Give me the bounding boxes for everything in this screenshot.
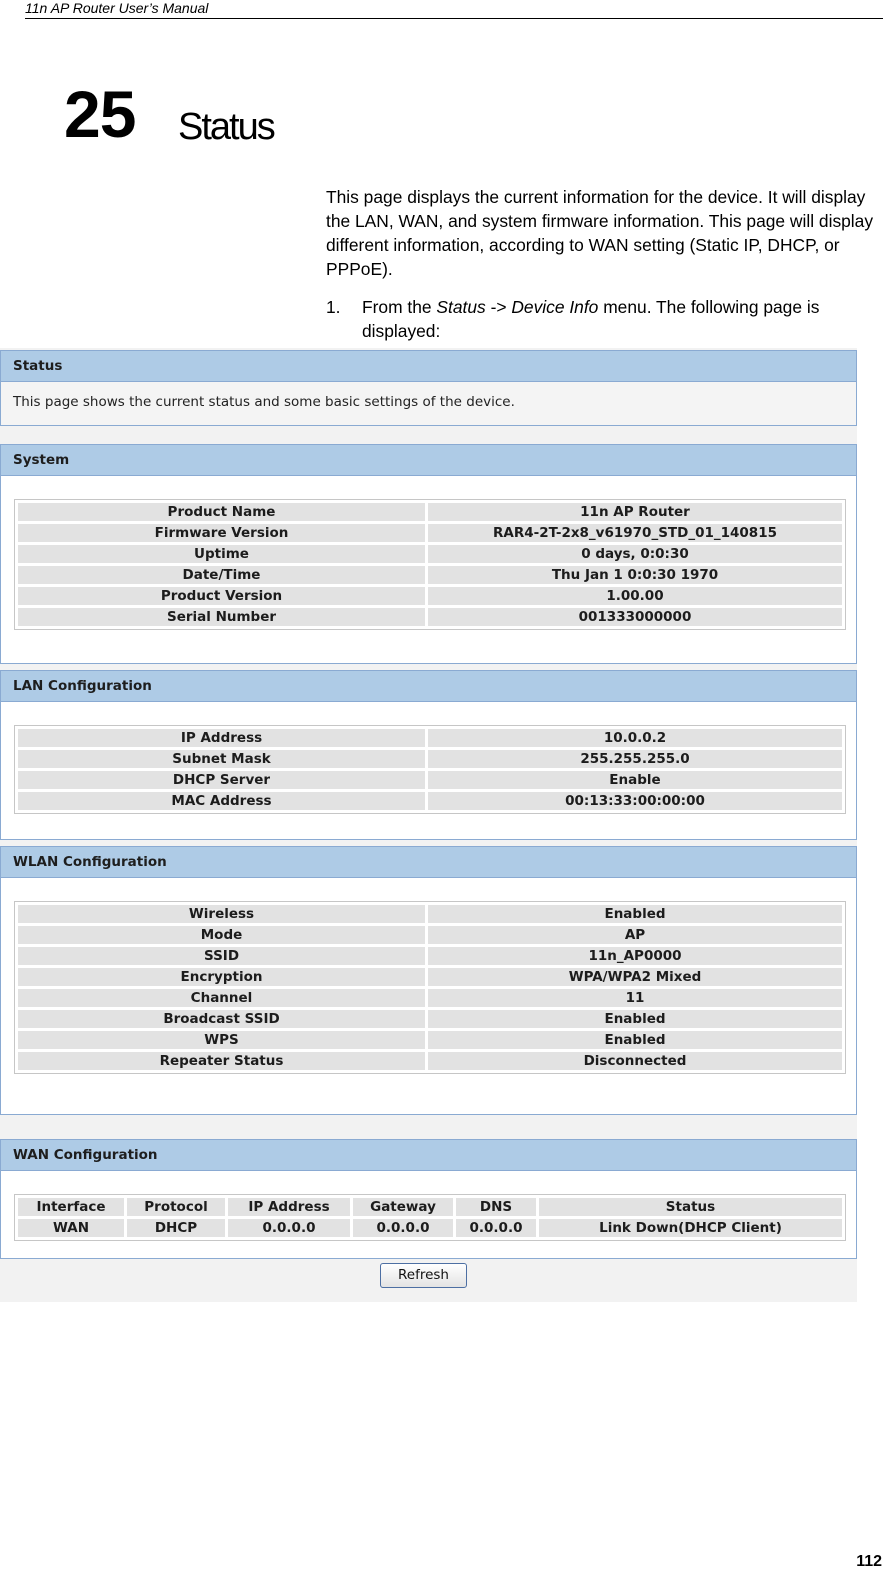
chapter-title: Status: [178, 106, 274, 148]
row-label: MAC Address: [18, 792, 425, 810]
wan-panel-title: WAN Configuration: [1, 1140, 856, 1171]
row-label: DHCP Server: [18, 771, 425, 789]
intro-paragraph: This page displays the current information for the device. It will display the LAN, WAN, and system firmware information. This page will display different information, according to WAN setting (Static IP, DHCP, or PPPoE).: [326, 187, 874, 279]
table-row: [18, 968, 842, 986]
table-row: [18, 503, 842, 521]
column-header: Protocol: [127, 1198, 225, 1216]
row-value: 1.00.00: [428, 587, 842, 605]
row-value: AP: [428, 926, 842, 944]
system-table: [14, 499, 846, 630]
table-row: [18, 608, 842, 626]
column-header: DNS: [456, 1198, 536, 1216]
row-label: Date/Time: [18, 566, 425, 584]
chapter-number: 25: [64, 77, 136, 151]
status-screenshot: [0, 348, 857, 1302]
table-row: [18, 524, 842, 542]
column-header: IP Address: [228, 1198, 350, 1216]
row-label: Serial Number: [18, 608, 425, 626]
table-row: [18, 1010, 842, 1028]
wlan-panel: [0, 846, 857, 1115]
status-panel-title: Status: [1, 351, 856, 382]
cell-dns: 0.0.0.0: [456, 1219, 536, 1237]
row-label: Encryption: [18, 968, 425, 986]
wlan-table: [14, 901, 846, 1074]
row-label: SSID: [18, 947, 425, 965]
row-value: Disconnected: [428, 1052, 842, 1070]
row-value: 00:13:33:00:00:00: [428, 792, 842, 810]
menu-status: Status: [436, 297, 486, 317]
wan-panel: [0, 1139, 857, 1259]
wan-table: [14, 1194, 846, 1241]
cell-gateway: 0.0.0.0: [353, 1219, 453, 1237]
column-header: Status: [539, 1198, 842, 1216]
wlan-panel-title: WLAN Configuration: [1, 847, 856, 878]
step-text: [362, 295, 887, 343]
lan-table: [14, 725, 846, 814]
table-row: [18, 989, 842, 1007]
row-value: Enabled: [428, 1010, 842, 1028]
row-label: Mode: [18, 926, 425, 944]
row-label: Wireless: [18, 905, 425, 923]
row-value: 001333000000: [428, 608, 842, 626]
table-row: [18, 1031, 842, 1049]
page-number: 112: [856, 1553, 882, 1570]
table-row: [18, 947, 842, 965]
step-number: 1.: [326, 297, 341, 317]
row-value: Enabled: [428, 1031, 842, 1049]
row-value: WPA/WPA2 Mixed: [428, 968, 842, 986]
row-value: 11: [428, 989, 842, 1007]
row-value: 0 days, 0:0:30: [428, 545, 842, 563]
row-label: Broadcast SSID: [18, 1010, 425, 1028]
refresh-button[interactable]: Refresh: [380, 1263, 467, 1288]
table-row: [18, 1219, 842, 1237]
table-row: [18, 729, 842, 747]
row-label: Channel: [18, 989, 425, 1007]
cell-interface: WAN: [18, 1219, 124, 1237]
table-row: [18, 926, 842, 944]
row-value: RAR4-2T-2x8_v61970_STD_01_140815: [428, 524, 842, 542]
row-label: Product Name: [18, 503, 425, 521]
table-row: [18, 566, 842, 584]
row-value: 11n_AP0000: [428, 947, 842, 965]
column-header: Gateway: [353, 1198, 453, 1216]
row-label: WPS: [18, 1031, 425, 1049]
row-label: Product Version: [18, 587, 425, 605]
lan-panel: [0, 670, 857, 840]
row-label: Uptime: [18, 545, 425, 563]
cell-ip-address: 0.0.0.0: [228, 1219, 350, 1237]
system-panel: [0, 444, 857, 664]
table-row: [18, 545, 842, 563]
row-value: Enable: [428, 771, 842, 789]
table-row: [18, 792, 842, 810]
lan-panel-title: LAN Configuration: [1, 671, 856, 702]
row-label: Repeater Status: [18, 1052, 425, 1070]
status-panel: [0, 350, 857, 426]
menu-device-info: Device Info: [511, 297, 599, 317]
row-label: IP Address: [18, 729, 425, 747]
table-row: [18, 905, 842, 923]
table-row: [18, 1052, 842, 1070]
row-value: 11n AP Router: [428, 503, 842, 521]
system-panel-title: System: [1, 445, 856, 476]
page-header: [25, 0, 883, 19]
manual-title: 11n AP Router User’s Manual: [25, 0, 209, 16]
cell-status: Link Down(DHCP Client): [539, 1219, 842, 1237]
step-text-after: menu. The following page is displayed:: [362, 297, 820, 341]
row-label: Subnet Mask: [18, 750, 425, 768]
row-value: 10.0.0.2: [428, 729, 842, 747]
cell-protocol: DHCP: [127, 1219, 225, 1237]
step-text-before: From the: [362, 297, 437, 317]
menu-arrow: ->: [485, 297, 512, 317]
row-value: 255.255.255.0: [428, 750, 842, 768]
column-header: Interface: [18, 1198, 124, 1216]
table-row: [18, 750, 842, 768]
row-label: Firmware Version: [18, 524, 425, 542]
row-value: Enabled: [428, 905, 842, 923]
table-header-row: [18, 1198, 842, 1216]
row-value: Thu Jan 1 0:0:30 1970: [428, 566, 842, 584]
status-panel-description: This page shows the current status and some basic settings of the device.: [1, 382, 856, 425]
table-row: [18, 587, 842, 605]
table-row: [18, 771, 842, 789]
